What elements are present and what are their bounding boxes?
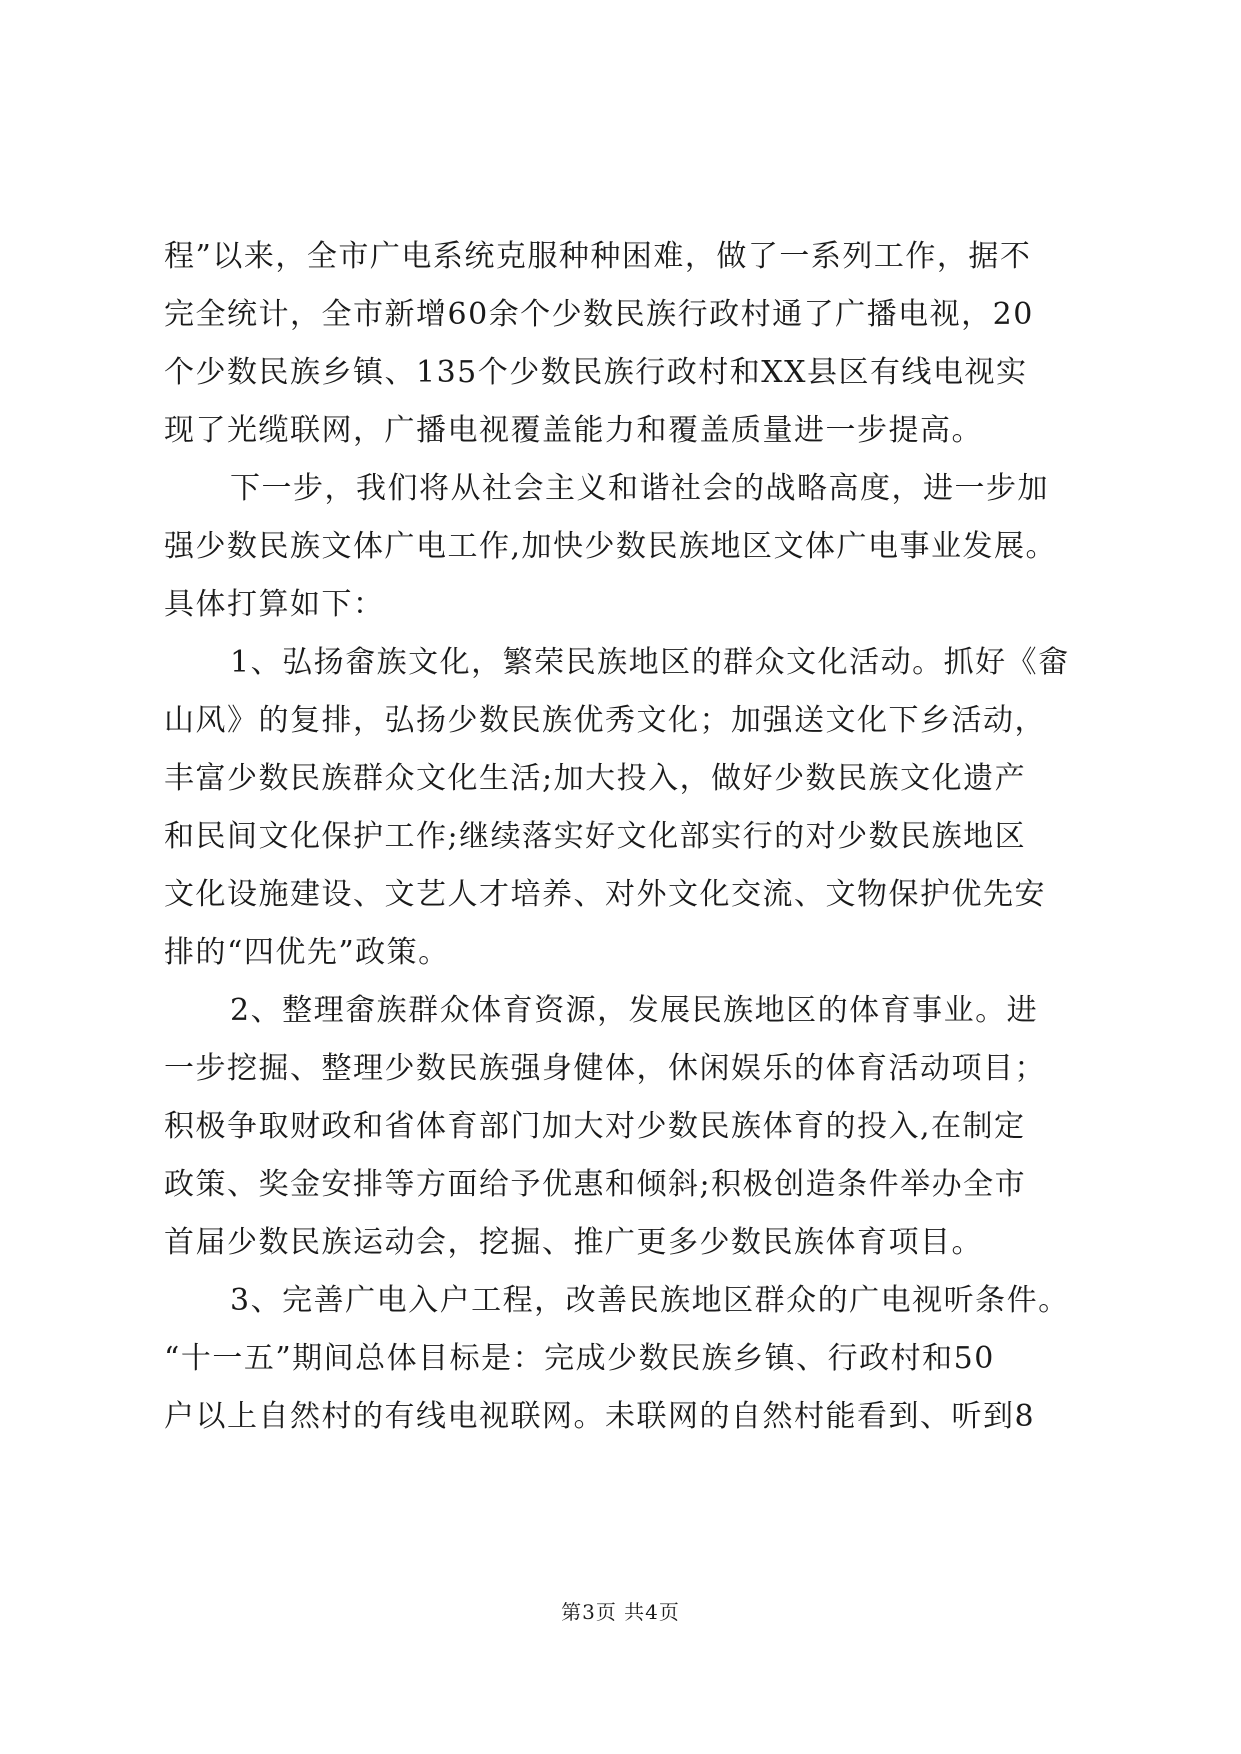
document-body bbox=[164, 228, 1084, 1446]
text-line: 和民间文化保护工作;继续落实好文化部实行的对少数民族地区 bbox=[164, 819, 1027, 854]
text-line: 文化设施建设、文艺人才培养、对外文化交流、文物保护优先安 bbox=[164, 877, 1046, 912]
text-line: 现了光缆联网，广播电视覆盖能力和覆盖质量进一步提高。 bbox=[164, 413, 983, 448]
text-line: 排的“四优先”政策。 bbox=[164, 935, 450, 970]
text-line: 户以上自然村的有线电视联网。未联网的自然村能看到、听到8 bbox=[164, 1399, 1036, 1434]
text-line: 积极争取财政和省体育部门加大对少数民族体育的投入,在制定 bbox=[164, 1109, 1026, 1144]
text-line: 一步挖掘、整理少数民族强身健体，休闲娱乐的体育活动项目； bbox=[164, 1051, 1046, 1086]
text-line: 强少数民族文体广电工作,加快少数民族地区文体广电事业发展。 bbox=[164, 529, 1058, 564]
text-line: 个少数民族乡镇、135个少数民族行政村和XX县区有线电视实 bbox=[164, 355, 1028, 390]
text-line: 具体打算如下： bbox=[164, 587, 385, 622]
text-line: 山风》的复排，弘扬少数民族优秀文化；加强送文化下乡活动， bbox=[164, 703, 1046, 738]
paragraph-first-line: 1、弘扬畲族文化，繁荣民族地区的群众文化活动。抓好《畲 bbox=[230, 645, 1070, 680]
text-line: “十一五”期间总体目标是：完成少数民族乡镇、行政村和50 bbox=[164, 1341, 995, 1376]
text-line: 完全统计，全市新增60余个少数民族行政村通了广播电视，20 bbox=[164, 297, 1034, 332]
page-number-footer: 第3页 共4页 bbox=[561, 1600, 680, 1624]
text-line: 首届少数民族运动会，挖掘、推广更多少数民族体育项目。 bbox=[164, 1225, 983, 1260]
text-line: 程”以来，全市广电系统克服种种困难，做了一系列工作，据不 bbox=[164, 239, 1032, 274]
paragraph-first-line: 下一步，我们将从社会主义和谐社会的战略高度，进一步加 bbox=[230, 471, 1049, 506]
paragraph-first-line: 2、整理畲族群众体育资源，发展民族地区的体育事业。进 bbox=[230, 993, 1039, 1028]
text-line: 政策、奖金安排等方面给予优惠和倾斜;积极创造条件举办全市 bbox=[164, 1167, 1027, 1202]
text-line: 丰富少数民族群众文化生活;加大投入，做好少数民族文化遗产 bbox=[164, 761, 1027, 796]
paragraph-first-line: 3、完善广电入户工程，改善民族地区群众的广电视听条件。 bbox=[230, 1283, 1070, 1318]
